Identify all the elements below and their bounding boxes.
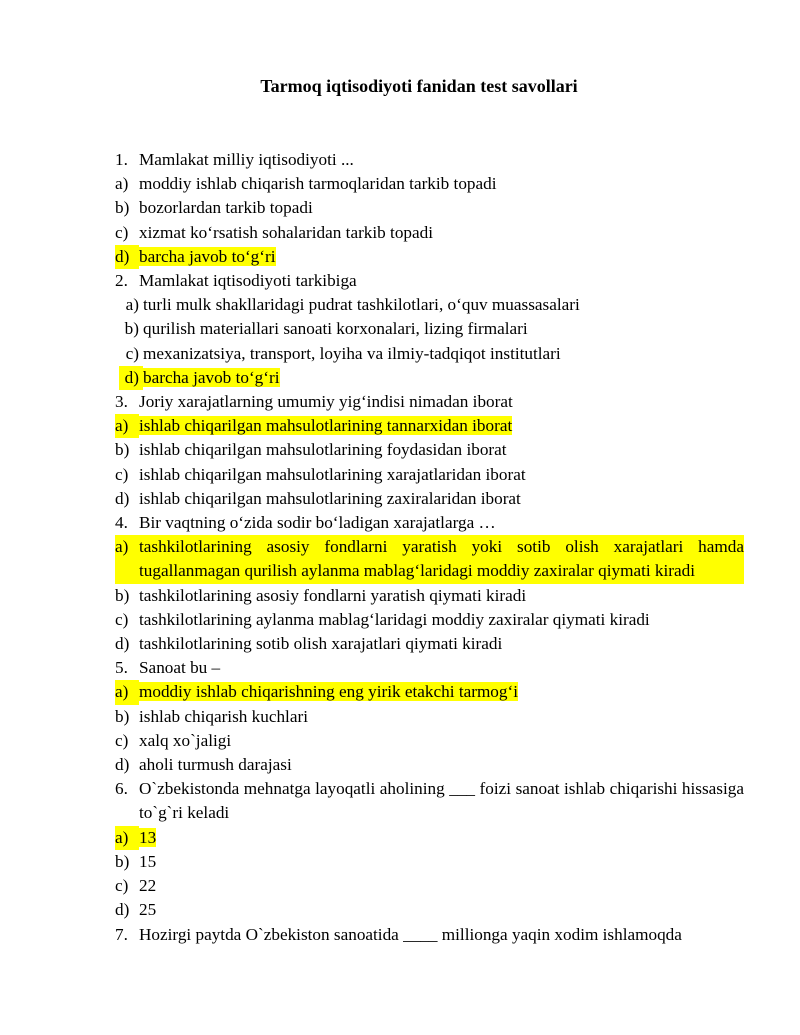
document-title: Tarmoq iqtisodiyoti fanidan test savollari xyxy=(260,76,578,96)
answer-option xyxy=(115,898,744,922)
question-item xyxy=(115,511,744,535)
option-text xyxy=(139,898,744,922)
question-text xyxy=(139,777,744,825)
text-span: O`zbekistonda mehnatga layoqatli aholining ___ foizi sanoat ishlab chiqarishi hissasiga to`g`ri keladi xyxy=(139,779,744,823)
question-number: 2. xyxy=(115,271,128,291)
option-text xyxy=(139,608,744,632)
option-text xyxy=(139,463,744,487)
option-letter: a) xyxy=(115,535,139,583)
text-span: barcha javob toʻgʻri xyxy=(143,367,280,387)
option-text xyxy=(143,317,744,341)
answer-option xyxy=(115,172,744,196)
answer-option xyxy=(115,584,744,608)
text-span: tashkilotlarining asosiy fondlarni yaratish qiymati kiradi xyxy=(139,585,527,605)
option-letter: c) xyxy=(115,464,129,484)
text-span: 13 xyxy=(139,827,157,847)
answer-option xyxy=(115,463,744,487)
question-text xyxy=(139,656,744,680)
question-item xyxy=(115,390,744,414)
option-letter: a) xyxy=(115,826,139,850)
option-letter: b) xyxy=(115,706,130,726)
option-text xyxy=(143,366,744,390)
text-span: moddiy ishlab chiqarishning eng yirik etakchi tarmogʻi xyxy=(139,682,518,702)
answer-option xyxy=(115,632,744,656)
text-span: ishlab chiqarish kuchlari xyxy=(139,706,308,726)
text-span: 22 xyxy=(139,876,157,896)
option-text xyxy=(139,680,744,704)
option-text xyxy=(139,874,744,898)
text-span: tashkilotlarining aylanma mablagʻlaridagi moddiy zaxiralar qiymati kiradi xyxy=(139,609,650,629)
option-text xyxy=(139,753,744,777)
option-text xyxy=(139,850,744,874)
question-number: 1. xyxy=(115,150,128,169)
text-span: ishlab chiqarilgan mahsulotlarining zaxiralaridan iborat xyxy=(139,488,521,508)
option-text xyxy=(139,705,744,729)
question-number: 4. xyxy=(115,513,128,533)
option-text xyxy=(139,221,744,245)
option-letter: b) xyxy=(115,198,130,218)
option-letter: c) xyxy=(115,876,129,896)
answer-option xyxy=(115,753,744,777)
option-letter: d) xyxy=(119,366,143,390)
question-number: 3. xyxy=(115,392,128,412)
text-span: Joriy xarajatlarning umumiy yigʻindisi nimadan iborat xyxy=(139,392,513,412)
option-letter: b) xyxy=(115,851,130,871)
option-letter: a) xyxy=(115,174,129,194)
text-span: Bir vaqtning oʻzida sodir boʻladigan xarajatlarga … xyxy=(139,513,496,533)
answer-option-correct xyxy=(115,414,744,438)
text-span: barcha javob toʻgʻri xyxy=(139,246,276,266)
option-letter: a) xyxy=(115,414,139,438)
text-span: tashkilotlarining asosiy fondlarni yaratish yoki sotib olish xarajatlari hamda tugallanmagan qurilish aylanma mablagʻlaridagi moddiy zaxiralar qiymati kiradi xyxy=(139,537,744,581)
question-text xyxy=(139,923,744,947)
text-span: 25 xyxy=(139,900,157,920)
option-text xyxy=(139,584,744,608)
answer-option xyxy=(115,342,744,366)
text-span: ishlab chiqarilgan mahsulotlarining xarajatlaridan iborat xyxy=(139,464,526,484)
answer-option xyxy=(115,487,744,511)
option-text xyxy=(139,729,744,753)
option-text xyxy=(139,438,744,462)
question-number: 7. xyxy=(115,924,128,944)
text-span: 15 xyxy=(139,851,157,871)
option-letter: c) xyxy=(115,609,129,629)
option-text xyxy=(139,632,744,656)
text-span: bozorlardan tarkib topadi xyxy=(139,198,313,218)
text-span: Hozirgi paytda O`zbekiston sanoatida ____ millionga yaqin xodim ishlamoqda xyxy=(139,924,682,944)
text-span: tashkilotlarining sotib olish xarajatlari qiymati kiradi xyxy=(139,634,503,654)
option-text xyxy=(139,535,744,583)
text-span: qurilish materiallari sanoati korxonalari, lizing firmalari xyxy=(143,319,528,339)
option-letter: b) xyxy=(115,440,130,460)
answer-option xyxy=(115,438,744,462)
text-span: turli mulk shakllaridagi pudrat tashkilotlari, oʻquv muassasalari xyxy=(143,295,580,315)
answer-option-correct xyxy=(115,366,744,390)
question-item xyxy=(115,777,744,825)
answer-option xyxy=(115,293,744,317)
answer-option xyxy=(115,705,744,729)
option-letter: c) xyxy=(125,343,139,363)
option-letter: b) xyxy=(124,319,139,339)
text-span: xizmat koʻrsatish sohalaridan tarkib topadi xyxy=(139,222,434,242)
option-letter: d) xyxy=(115,634,130,654)
answer-option xyxy=(115,221,744,245)
question-list xyxy=(115,148,744,947)
question-item xyxy=(115,923,744,947)
text-span: mexanizatsiya, transport, loyiha va ilmiy-tadqiqot institutlari xyxy=(143,343,561,363)
answer-option xyxy=(115,850,744,874)
answer-option-correct xyxy=(115,535,744,583)
question-number: 6. xyxy=(115,779,128,799)
option-text xyxy=(139,172,744,196)
option-text xyxy=(139,414,744,438)
option-text xyxy=(143,342,744,366)
question-text xyxy=(139,511,744,535)
option-letter: d) xyxy=(115,245,139,269)
option-letter: a) xyxy=(115,680,139,704)
answer-option-correct xyxy=(115,680,744,704)
option-letter: a) xyxy=(125,295,139,315)
text-span: Mamlakat milliy iqtisodiyoti ... xyxy=(139,150,354,169)
text-span: aholi turmush darajasi xyxy=(139,755,292,775)
text-span: ishlab chiqarilgan mahsulotlarining tannarxidan iborat xyxy=(139,416,513,436)
option-letter: c) xyxy=(115,730,129,750)
text-span: Mamlakat iqtisodiyoti tarkibiga xyxy=(139,271,357,291)
question-text xyxy=(139,269,744,293)
question-text xyxy=(139,390,744,414)
question-item xyxy=(115,148,744,172)
answer-option xyxy=(115,317,744,341)
option-letter: d) xyxy=(115,755,130,775)
question-item xyxy=(115,269,744,293)
option-letter: c) xyxy=(115,222,129,242)
option-text xyxy=(139,196,744,220)
option-text xyxy=(139,245,744,269)
answer-option xyxy=(115,196,744,220)
question-item xyxy=(115,656,744,680)
option-text xyxy=(139,826,744,850)
answer-option-correct xyxy=(115,826,744,850)
text-span: Sanoat bu – xyxy=(139,658,221,678)
answer-option xyxy=(115,729,744,753)
option-text xyxy=(139,487,744,511)
answer-option xyxy=(115,608,744,632)
question-text xyxy=(139,148,744,172)
answer-option xyxy=(115,874,744,898)
option-letter: b) xyxy=(115,585,130,605)
option-letter: d) xyxy=(115,900,130,920)
option-letter: d) xyxy=(115,488,130,508)
text-span: ishlab chiqarilgan mahsulotlarining foydasidan iborat xyxy=(139,440,507,460)
text-span: moddiy ishlab chiqarish tarmoqlaridan tarkib topadi xyxy=(139,174,497,194)
text-span: xalq xo`jaligi xyxy=(139,730,232,750)
answer-option-correct xyxy=(115,245,744,269)
option-text xyxy=(143,293,744,317)
question-number: 5. xyxy=(115,658,128,678)
